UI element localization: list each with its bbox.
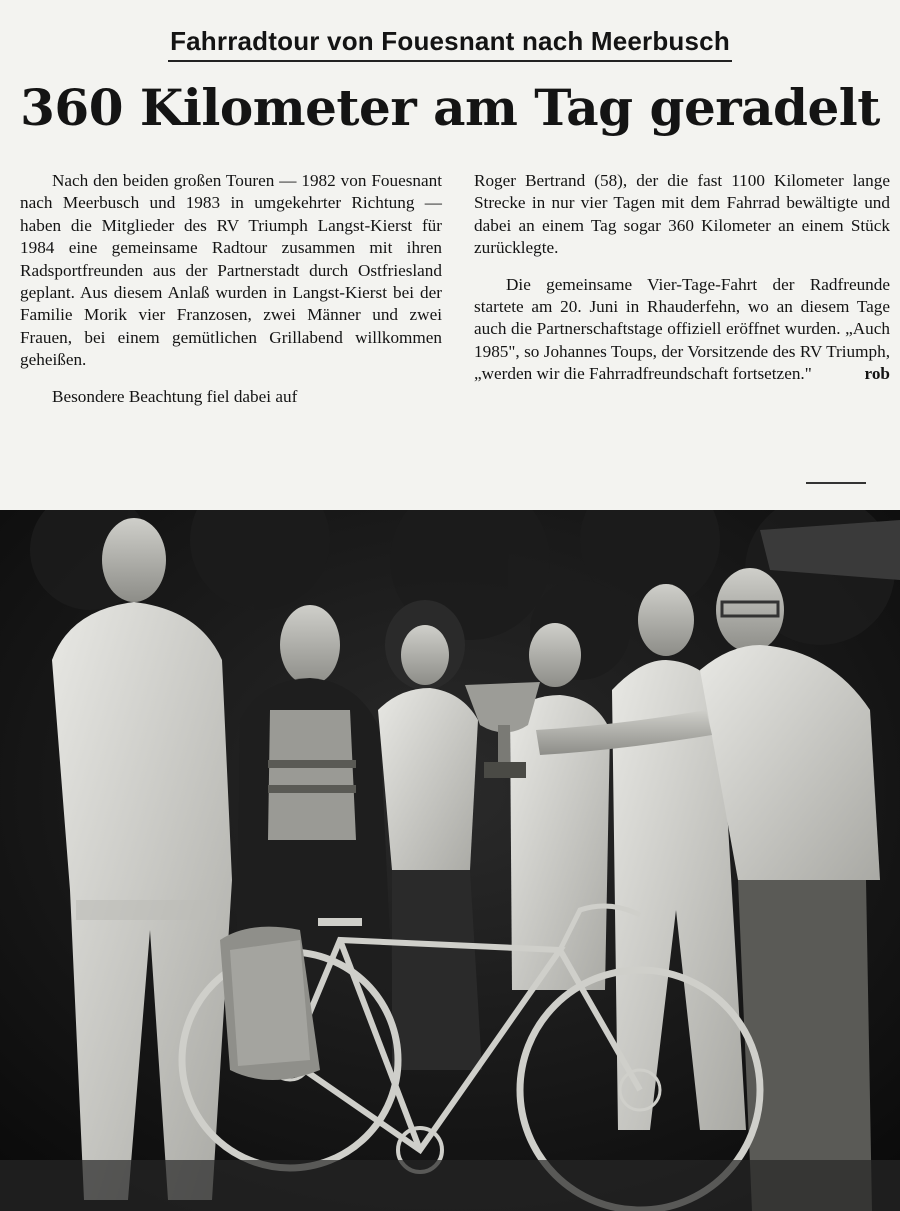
ground	[0, 1160, 900, 1211]
article-paragraph-with-byline	[474, 274, 890, 386]
article-paragraph: Nach den beiden großen Touren — 1982 von Fouesnant nach Meerbusch und 1983 in umgekehrter Richtung — haben die Mitglieder des RV Triumph Langst-Kierst für 1984 eine gemeinsame Radtour zusammen mit ihren Radsportfreunden aus der Partnerstadt durch Ostfriesland geplant. Aus diesem Anlaß wurden in Langst-Kierst bei der Familie Morik vier Franzosen, zwei Männer und zwei Frauen, bei einem gemütlichen Grillabend willkommen geheißen.	[20, 171, 442, 370]
end-rule	[806, 482, 866, 484]
group-photo	[0, 510, 900, 1211]
article-paragraph: Besondere Beachtung fiel dabei auf	[52, 386, 298, 406]
article-column-right	[474, 170, 890, 386]
article-column-left	[20, 170, 442, 408]
kicker-text: Fahrradtour von Fouesnant nach Meerbusch	[168, 26, 732, 62]
kicker	[0, 26, 900, 62]
article-paragraph-text: Die gemeinsame Vier-Tage-Fahrt der Radfreunde startete am 20. Juni in Rhauderfehn, wo an diesem Tage auch die Partnerschaftstage offiziell eröffnet wurden. „Auch 1985", so Johannes Toups, der Vorsitzende des RV Triumph, „werden wir die Fahrradfreundschaft fortsetzen."	[474, 274, 890, 384]
headline: 360 Kilometer am Tag geradelt	[20, 78, 880, 137]
group-photo-illustration	[0, 510, 900, 1211]
byline: rob	[864, 364, 890, 384]
newspaper-clipping	[0, 0, 900, 510]
article-paragraph: Roger Bertrand (58), der die fast 1100 Kilometer lange Strecke in nur vier Tagen mit dem Fahrrad bewältigte und dabei an einem Tag sogar 360 Kilometer an einem Stück zurücklegte.	[474, 171, 890, 258]
